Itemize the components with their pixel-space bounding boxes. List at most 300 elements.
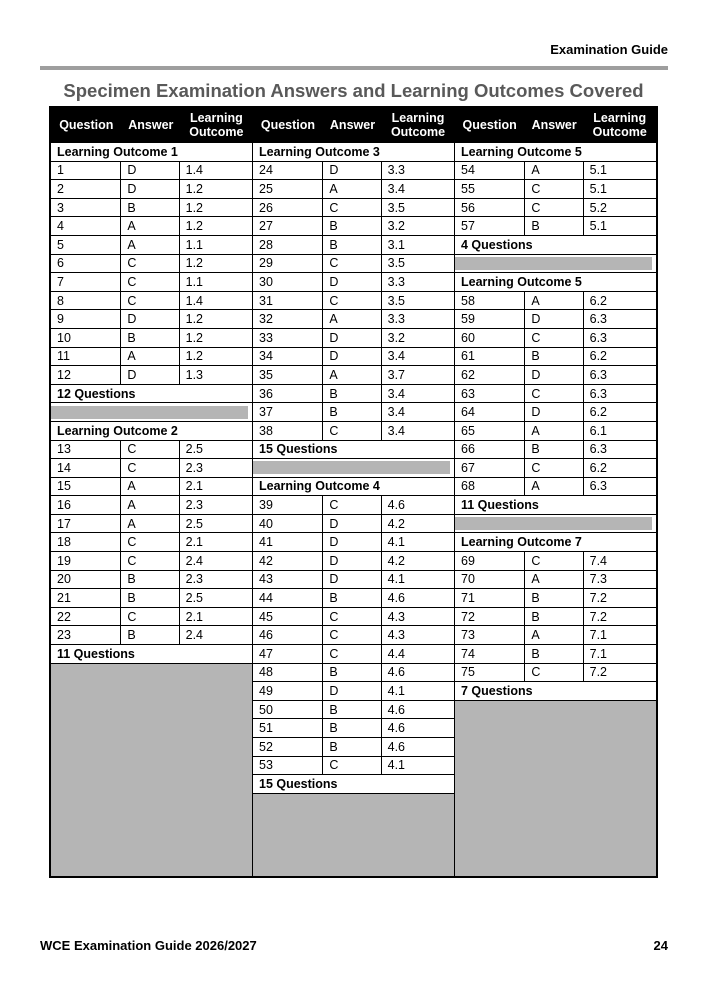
outcome-cell: 3.7 [387, 367, 406, 382]
column-header-answer: Answer [329, 117, 376, 132]
table-row [455, 478, 656, 497]
table-row [455, 441, 656, 460]
answer-cell: B [525, 589, 583, 607]
outcome-cell: 6.3 [589, 367, 608, 382]
question-cell: 52 [253, 738, 323, 756]
answer-cell: D [323, 162, 381, 180]
answers-table [49, 106, 658, 878]
table-row [253, 348, 454, 367]
outcome-cell: 7.1 [589, 646, 608, 661]
outcome-cell: 2.1 [185, 609, 204, 624]
outcome-cell: 6.2 [589, 405, 608, 420]
outcome-cell: 4.1 [387, 684, 406, 699]
table-row [455, 385, 656, 404]
answer-cell: A [323, 366, 381, 384]
outcome-cell: 5.1 [589, 219, 608, 234]
table-row [51, 199, 252, 218]
answer-cell: D [323, 533, 381, 551]
outcome-cell: 1.4 [185, 163, 204, 178]
column-header-answer: Answer [128, 117, 174, 132]
question-cell: 28 [253, 236, 323, 254]
question-cell: 56 [455, 199, 525, 217]
table-row [253, 682, 454, 701]
outcome-cell: 2.4 [185, 553, 204, 568]
outcome-cell: 4.2 [387, 516, 406, 531]
question-cell: 6 [51, 255, 121, 273]
outcome-cell: 4.6 [387, 721, 406, 736]
table-row [51, 236, 252, 255]
column-header-question: Question [462, 117, 517, 132]
outcome-cell: 1.2 [185, 200, 204, 215]
table-row [51, 366, 252, 385]
shaded-separator-row [51, 403, 252, 422]
question-cell: 19 [51, 552, 121, 570]
answer-cell: C [525, 385, 583, 403]
footer-doc-title: WCE Examination Guide 2026/2027 [40, 938, 257, 953]
question-cell: 66 [455, 441, 525, 459]
question-cell: 48 [253, 664, 323, 682]
table-header-row [51, 108, 656, 143]
question-cell: 41 [253, 533, 323, 551]
question-cell: 23 [51, 626, 121, 644]
question-cell: 18 [51, 533, 121, 551]
question-cell: 14 [51, 459, 121, 477]
answer-cell: B [323, 217, 381, 235]
outcome-cell: 2.3 [185, 572, 204, 587]
question-cell: 26 [253, 199, 323, 217]
question-cell: 8 [51, 292, 121, 310]
question-cell: 10 [51, 329, 121, 347]
question-cell: 29 [253, 255, 323, 273]
section-heading-row: Learning Outcome 5 [455, 143, 656, 162]
outcome-cell: 4.6 [387, 591, 406, 606]
answer-cell: C [323, 422, 381, 440]
table-row [253, 552, 454, 571]
answer-cell: D [323, 273, 381, 291]
outcome-cell: 3.3 [387, 274, 406, 289]
summary-row: 7 Questions [455, 682, 656, 701]
question-cell: 45 [253, 608, 323, 626]
answer-cell: B [121, 589, 179, 607]
answer-cell: C [323, 757, 381, 775]
answer-cell: A [525, 478, 583, 496]
table-row [51, 626, 252, 645]
outcome-cell: 1.2 [185, 349, 204, 364]
answer-cell: B [323, 385, 381, 403]
table-row [253, 757, 454, 776]
answer-cell: A [525, 292, 583, 310]
outcome-cell: 3.3 [387, 312, 406, 327]
outcome-cell: 1.2 [185, 312, 204, 327]
outcome-cell: 1.1 [185, 237, 204, 252]
answer-cell: C [525, 329, 583, 347]
outcome-cell: 2.5 [185, 591, 204, 606]
outcome-cell: 7.4 [589, 553, 608, 568]
table-row [253, 571, 454, 590]
outcome-cell: 2.1 [185, 535, 204, 550]
answer-cell: A [525, 626, 583, 644]
table-row [253, 236, 454, 255]
outcome-cell: 3.2 [387, 219, 406, 234]
answer-cell: C [121, 608, 179, 626]
summary-row: 11 Questions [51, 645, 252, 664]
column-header-question: Question [59, 117, 114, 132]
table-row [455, 552, 656, 571]
question-cell: 55 [455, 180, 525, 198]
shaded-separator-bar [455, 517, 652, 530]
table-row [253, 589, 454, 608]
answer-cell: D [121, 162, 179, 180]
table-row [51, 589, 252, 608]
section-heading-row: Learning Outcome 2 [51, 422, 252, 441]
table-body [51, 143, 656, 876]
summary-row: 12 Questions [51, 385, 252, 404]
question-cell: 24 [253, 162, 323, 180]
question-cell: 60 [455, 329, 525, 347]
section-heading-row: Learning Outcome 4 [253, 478, 454, 497]
answer-cell: A [121, 217, 179, 235]
table-row [51, 533, 252, 552]
table-row [253, 273, 454, 292]
page-title: Specimen Examination Answers and Learning Outcomes Covered [63, 80, 644, 101]
table-row [253, 329, 454, 348]
table-row [455, 329, 656, 348]
answer-cell: A [121, 496, 179, 514]
shaded-filler-block [253, 794, 454, 876]
outcome-cell: 3.4 [387, 386, 406, 401]
outcome-cell: 4.1 [387, 758, 406, 773]
answer-cell: C [323, 292, 381, 310]
question-cell: 39 [253, 496, 323, 514]
question-cell: 75 [455, 664, 525, 682]
outcome-cell: 4.6 [387, 498, 406, 513]
question-cell: 57 [455, 217, 525, 235]
table-row [51, 273, 252, 292]
table-row [51, 608, 252, 627]
table-row [253, 738, 454, 757]
summary-row: 15 Questions [253, 441, 454, 460]
outcome-cell: 1.2 [185, 256, 204, 271]
question-cell: 31 [253, 292, 323, 310]
table-row [455, 292, 656, 311]
table-row [455, 645, 656, 664]
outcome-cell: 1.2 [185, 219, 204, 234]
answer-cell: A [525, 571, 583, 589]
question-cell: 42 [253, 552, 323, 570]
outcome-cell: 3.5 [387, 293, 406, 308]
question-cell: 35 [253, 366, 323, 384]
answer-cell: C [121, 459, 179, 477]
outcome-cell: 7.2 [589, 609, 608, 624]
outcome-cell: 4.6 [387, 739, 406, 754]
question-cell: 20 [51, 571, 121, 589]
outcome-cell: 3.2 [387, 330, 406, 345]
answer-cell: C [323, 496, 381, 514]
outcome-cell: 6.3 [589, 312, 608, 327]
table-row [253, 533, 454, 552]
question-cell: 15 [51, 478, 121, 496]
section-heading-row: Learning Outcome 5 [455, 273, 656, 292]
outcome-cell: 3.5 [387, 256, 406, 271]
outcome-cell: 6.3 [589, 330, 608, 345]
table-row [51, 292, 252, 311]
shaded-separator-bar [253, 461, 450, 474]
question-cell: 32 [253, 310, 323, 328]
answer-cell: B [121, 626, 179, 644]
table-row [253, 719, 454, 738]
question-cell: 40 [253, 515, 323, 533]
section-heading-row: Learning Outcome 1 [51, 143, 252, 162]
question-cell: 50 [253, 701, 323, 719]
answer-cell: D [323, 571, 381, 589]
answer-cell: C [525, 180, 583, 198]
outcome-cell: 6.2 [589, 460, 608, 475]
question-cell: 3 [51, 199, 121, 217]
table-row [455, 180, 656, 199]
question-cell: 13 [51, 441, 121, 459]
table-row [253, 162, 454, 181]
outcome-cell: 5.1 [589, 163, 608, 178]
question-cell: 11 [51, 348, 121, 366]
answer-cell: C [121, 552, 179, 570]
outcome-cell: 2.3 [185, 460, 204, 475]
question-cell: 73 [455, 626, 525, 644]
answer-cell: D [121, 366, 179, 384]
question-cell: 7 [51, 273, 121, 291]
question-cell: 22 [51, 608, 121, 626]
table-row [51, 478, 252, 497]
answer-cell: A [121, 348, 179, 366]
shaded-separator-row [253, 459, 454, 478]
question-cell: 59 [455, 310, 525, 328]
header-group-3 [454, 108, 656, 143]
table-row [455, 310, 656, 329]
question-cell: 9 [51, 310, 121, 328]
outcome-cell: 3.4 [387, 349, 406, 364]
column-header-learning-outcome: Learning Outcome [592, 111, 647, 139]
answer-cell: B [323, 738, 381, 756]
answer-cell: B [323, 589, 381, 607]
answer-cell: A [323, 180, 381, 198]
table-column-group-1 [51, 143, 253, 876]
header-group-2 [253, 108, 455, 143]
column-header-answer: Answer [531, 117, 577, 132]
answer-cell: B [525, 441, 583, 459]
table-row [253, 645, 454, 664]
table-row [455, 626, 656, 645]
answer-cell: A [525, 162, 583, 180]
table-row [51, 348, 252, 367]
question-cell: 71 [455, 589, 525, 607]
outcome-cell: 3.4 [387, 423, 406, 438]
table-row [51, 329, 252, 348]
table-row [455, 571, 656, 590]
table-row [253, 608, 454, 627]
answer-cell: C [323, 626, 381, 644]
answer-cell: C [121, 441, 179, 459]
outcome-cell: 4.2 [387, 553, 406, 568]
table-row [253, 255, 454, 274]
answer-cell: B [121, 329, 179, 347]
answer-cell: C [121, 273, 179, 291]
table-row [51, 310, 252, 329]
answer-cell: A [121, 515, 179, 533]
outcome-cell: 3.4 [387, 405, 406, 420]
table-row [455, 664, 656, 683]
table-row [455, 366, 656, 385]
outcome-cell: 6.1 [589, 423, 608, 438]
table-column-group-2 [253, 143, 455, 876]
answer-cell: D [323, 348, 381, 366]
table-row [51, 552, 252, 571]
outcome-cell: 4.1 [387, 535, 406, 550]
answer-cell: C [121, 255, 179, 273]
outcome-cell: 2.5 [185, 516, 204, 531]
table-row [253, 626, 454, 645]
answer-cell: B [525, 608, 583, 626]
question-cell: 16 [51, 496, 121, 514]
outcome-cell: 5.1 [589, 181, 608, 196]
question-cell: 43 [253, 571, 323, 589]
outcome-cell: 3.3 [387, 163, 406, 178]
table-row [455, 422, 656, 441]
table-row [455, 608, 656, 627]
summary-row: 11 Questions [455, 496, 656, 515]
table-row [51, 515, 252, 534]
question-cell: 67 [455, 459, 525, 477]
outcome-cell: 2.1 [185, 479, 204, 494]
outcome-cell: 4.3 [387, 628, 406, 643]
table-row [253, 180, 454, 199]
table-row [455, 199, 656, 218]
question-cell: 2 [51, 180, 121, 198]
question-cell: 69 [455, 552, 525, 570]
outcome-cell: 7.3 [589, 572, 608, 587]
outcome-cell: 4.6 [387, 702, 406, 717]
table-row [253, 385, 454, 404]
question-cell: 54 [455, 162, 525, 180]
table-column-group-3 [455, 143, 656, 876]
question-cell: 68 [455, 478, 525, 496]
outcome-cell: 7.2 [589, 665, 608, 680]
table-row [455, 348, 656, 367]
outcome-cell: 5.2 [589, 200, 608, 215]
answer-cell: C [323, 255, 381, 273]
summary-row: 15 Questions [253, 775, 454, 794]
answer-cell: B [323, 719, 381, 737]
section-heading-row: Learning Outcome 3 [253, 143, 454, 162]
table-row [253, 422, 454, 441]
table-row [253, 366, 454, 385]
outcome-cell: 3.1 [387, 237, 406, 252]
outcome-cell: 2.3 [185, 498, 204, 513]
column-header-learning-outcome: Learning Outcome [390, 111, 446, 139]
header-group-1 [51, 108, 253, 143]
outcome-cell: 4.6 [387, 665, 406, 680]
outcome-cell: 1.2 [185, 181, 204, 196]
question-cell: 61 [455, 348, 525, 366]
answer-cell: D [121, 180, 179, 198]
answer-cell: D [323, 515, 381, 533]
question-cell: 46 [253, 626, 323, 644]
table-row [455, 162, 656, 181]
shaded-separator-row [455, 255, 656, 274]
table-row [51, 571, 252, 590]
question-cell: 47 [253, 645, 323, 663]
table-row [455, 403, 656, 422]
outcome-cell: 1.3 [185, 367, 204, 382]
question-cell: 34 [253, 348, 323, 366]
answer-cell: D [323, 552, 381, 570]
outcome-cell: 3.5 [387, 200, 406, 215]
outcome-cell: 4.1 [387, 572, 406, 587]
answer-cell: B [525, 645, 583, 663]
answer-cell: B [323, 403, 381, 421]
outcome-cell: 6.2 [589, 293, 608, 308]
shaded-separator-bar [51, 406, 248, 419]
question-cell: 63 [455, 385, 525, 403]
outcome-cell: 2.4 [185, 628, 204, 643]
answer-cell: C [323, 199, 381, 217]
table-row [253, 701, 454, 720]
question-cell: 64 [455, 403, 525, 421]
outcome-cell: 4.3 [387, 609, 406, 624]
answer-cell: B [121, 571, 179, 589]
section-heading-row: Learning Outcome 7 [455, 533, 656, 552]
answer-cell: B [525, 217, 583, 235]
question-cell: 27 [253, 217, 323, 235]
answer-cell: B [323, 664, 381, 682]
shaded-filler-block [51, 664, 252, 876]
question-cell: 65 [455, 422, 525, 440]
answer-cell: A [121, 478, 179, 496]
table-row [253, 199, 454, 218]
table-row [51, 459, 252, 478]
outcome-cell: 1.2 [185, 330, 204, 345]
answer-cell: C [525, 199, 583, 217]
table-row [455, 459, 656, 478]
question-cell: 12 [51, 366, 121, 384]
footer-page-number: 24 [653, 938, 668, 953]
question-cell: 33 [253, 329, 323, 347]
doc-header-label: Examination Guide [550, 42, 668, 57]
table-row [253, 515, 454, 534]
answer-cell: A [525, 422, 583, 440]
answer-cell: C [525, 459, 583, 477]
answer-cell: A [323, 310, 381, 328]
question-cell: 51 [253, 719, 323, 737]
question-cell: 62 [455, 366, 525, 384]
column-header-question: Question [260, 117, 316, 132]
table-row [455, 217, 656, 236]
table-row [51, 441, 252, 460]
question-cell: 72 [455, 608, 525, 626]
question-cell: 36 [253, 385, 323, 403]
answer-cell: D [323, 329, 381, 347]
table-row [51, 162, 252, 181]
table-row [51, 496, 252, 515]
answer-cell: B [121, 199, 179, 217]
question-cell: 44 [253, 589, 323, 607]
outcome-cell: 1.1 [185, 274, 204, 289]
question-cell: 17 [51, 515, 121, 533]
answer-cell: D [323, 682, 381, 700]
table-row [253, 310, 454, 329]
table-row [455, 589, 656, 608]
question-cell: 4 [51, 217, 121, 235]
answer-cell: C [121, 292, 179, 310]
question-cell: 30 [253, 273, 323, 291]
